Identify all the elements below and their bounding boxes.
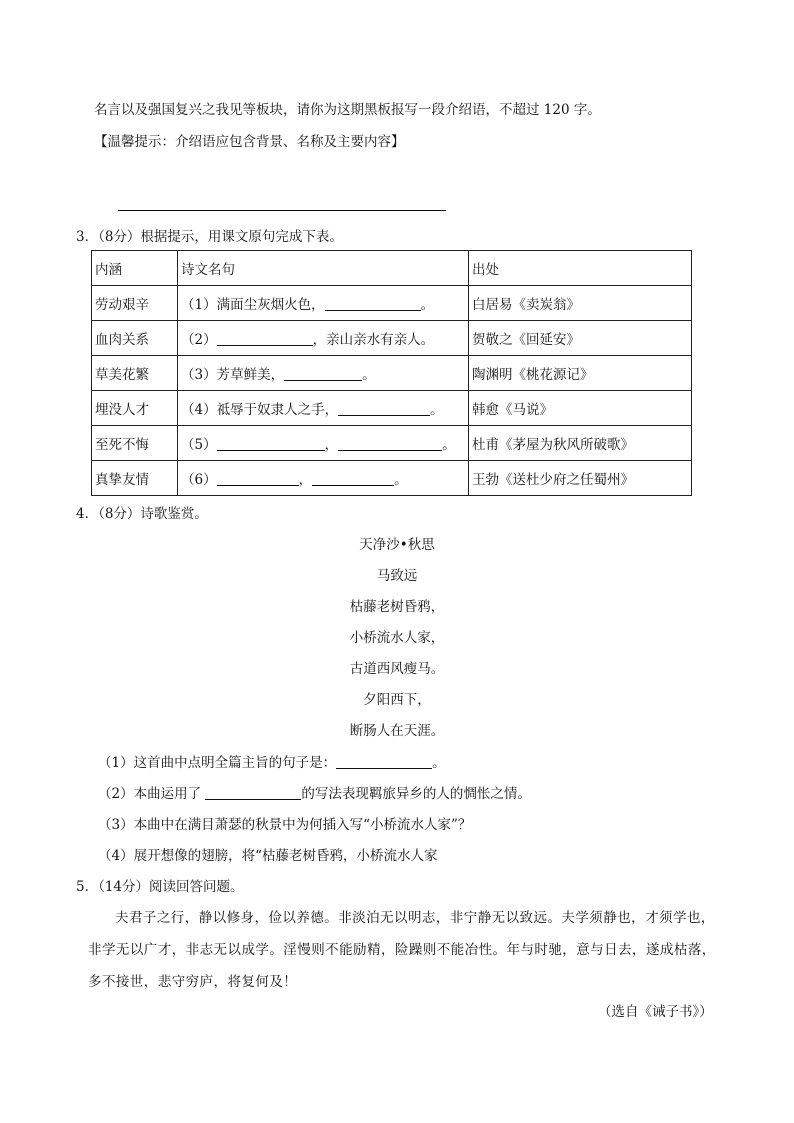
header-meaning: 内涵	[92, 251, 178, 286]
header-quote: 诗文名句	[178, 251, 469, 286]
fill-blank[interactable]	[336, 755, 432, 769]
poem-line: 古道西风瘦马。	[349, 661, 445, 677]
fill-blank[interactable]	[217, 472, 299, 486]
row-meaning: 血肉关系	[92, 321, 178, 356]
poem-line: 夕阳西下，	[363, 692, 431, 708]
q3-table	[91, 250, 692, 496]
poem-line: 断肠人在天涯。	[349, 723, 445, 739]
q4-question-3: （3）本曲中在满目萧瑟的秋景中为何插入写“小桥流水人家”？	[98, 817, 472, 833]
row-source: 白居易《卖炭翁》	[469, 286, 692, 321]
fill-blank[interactable]	[312, 472, 394, 486]
table-row	[92, 391, 692, 426]
table-row	[92, 321, 692, 356]
row-meaning: 劳动艰辛	[92, 286, 178, 321]
row-source: 王勃《送杜少府之任蜀州》	[469, 461, 692, 496]
row-quote: （5） ， 。	[178, 426, 469, 461]
table-row	[92, 426, 692, 461]
row-quote: （2） ，亲山亲水有亲人。	[178, 321, 469, 356]
poem-line: 枯藤老树昏鸦，	[349, 599, 445, 615]
q4-question-2: （2）本曲运用了 的写法表现羁旅异乡的人的惆怅之情。	[98, 786, 531, 802]
fill-blank[interactable]	[217, 437, 325, 451]
fill-blank[interactable]	[217, 332, 313, 346]
header-source: 出处	[469, 251, 692, 286]
row-quote: （6） ， 。	[178, 461, 469, 496]
q4-heading: 4．（8分）诗歌鉴赏。	[76, 506, 208, 522]
row-meaning: 埋没人才	[92, 391, 178, 426]
row-quote: （4）祗辱于奴隶人之手， 。	[178, 391, 469, 426]
fill-blank[interactable]	[338, 402, 430, 416]
row-meaning: 真挚友情	[92, 461, 178, 496]
fill-blank[interactable]	[338, 437, 442, 451]
poem-title: 天净沙•秋思	[359, 537, 435, 553]
table-row	[92, 461, 692, 496]
row-source: 韩愈《马说》	[469, 391, 692, 426]
table-row	[92, 356, 692, 391]
table-header-row	[92, 251, 692, 286]
q4-question-4: （4）展开想像的翅膀，将“枯藤老树昏鸦，小桥流水人家	[98, 848, 438, 864]
row-quote: （3）芳草鲜美， 。	[178, 356, 469, 391]
q3-heading: 3．（8分）根据提示，用课文原句完成下表。	[76, 229, 343, 245]
row-meaning: 草美花繁	[92, 356, 178, 391]
row-source: 杜甫《茅屋为秋风所破歌》	[469, 426, 692, 461]
row-source: 陶渊明《桃花源记》	[469, 356, 692, 391]
table-row	[92, 286, 692, 321]
q5-source: （选自《诫子书》）	[598, 1004, 713, 1020]
q4-question-1: （1）这首曲中点明全篇主旨的句子是： 。	[98, 755, 446, 771]
answer-line[interactable]	[118, 210, 446, 211]
fill-blank[interactable]	[205, 786, 301, 800]
intro-line: 名言以及强国复兴之我见等板块，请你为这期黑板报写一段介绍语，不超过 120 字。	[94, 102, 601, 118]
row-quote: （1）满面尘灰烟火色， 。	[178, 286, 469, 321]
row-meaning: 至死不悔	[92, 426, 178, 461]
row-source: 贺敬之《回延安》	[469, 321, 692, 356]
poem-author: 马致远	[376, 568, 418, 584]
fill-blank[interactable]	[325, 297, 421, 311]
fill-blank[interactable]	[284, 367, 362, 381]
q5-heading: 5．（14分）阅读回答问题。	[76, 879, 244, 895]
poem-line: 小桥流水人家，	[349, 630, 445, 646]
q5-passage: 夫君子之行，静以修身，俭以养德。非淡泊无以明志，非宁静无以致远。夫学须静也，才须学也，非学无以广才，非志无以成学。淫慢则不能励精，险躁则不能冶性。年与时驰，意与日去，遂成枯落，多不接世，悲守穷庐，将复何及！	[88, 910, 716, 990]
intro-hint: 【温馨提示：介绍语应包含背景、名称及主要内容】	[94, 134, 405, 150]
